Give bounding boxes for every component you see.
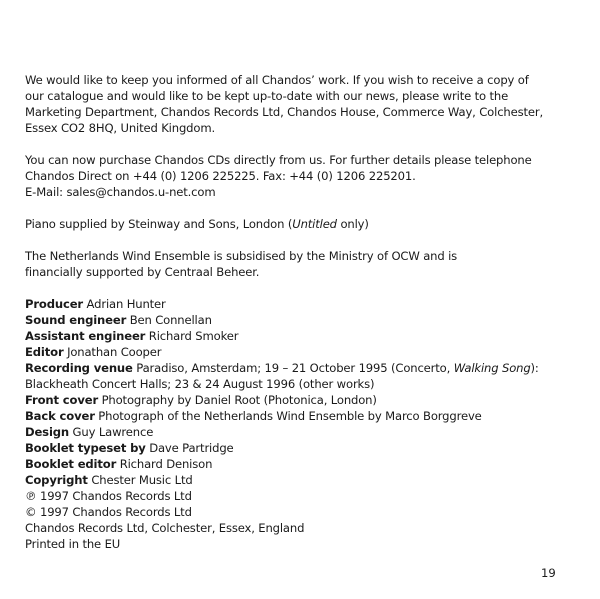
credit-recording-venue <box>25 360 585 376</box>
page-number: 19 <box>541 566 556 580</box>
credit-label: Recording venue <box>25 361 133 375</box>
text-line: Chandos Direct on +44 (0) 1206 225225. Fax: +44 (0) 1206 225201. <box>25 169 416 183</box>
credit-booklet-editor <box>25 456 585 472</box>
text-line: financially supported by Centraal Beheer. <box>25 265 260 279</box>
credit-copyright <box>25 472 585 488</box>
text-line: Marketing Department, Chandos Records Ltd, Chandos House, Commerce Way, Colchester, <box>25 105 544 119</box>
text-line: We would like to keep you informed of all Chandos’ work. If you wish to receive a copy of <box>25 73 529 87</box>
credit-front-cover <box>25 392 585 408</box>
text-line: our catalogue and would like to be kept up-to-date with our news, please write to the <box>25 89 509 103</box>
credit-value: Photograph of the Netherlands Wind Ensemble by Marco Borggreve <box>94 409 482 423</box>
credit-assistant-engineer <box>25 328 585 344</box>
credit-label: Back cover <box>25 409 95 423</box>
phonogram-notice: ℗ 1997 Chandos Records Ltd <box>25 489 192 503</box>
purchase-paragraph <box>25 152 585 200</box>
email-line: E-Mail: sales@chandos.u-net.com <box>25 185 216 199</box>
work-title: Walking Song <box>453 361 531 375</box>
credit-value-end: ): <box>530 361 539 375</box>
catalogue-paragraph <box>25 72 585 136</box>
credit-sound-engineer <box>25 312 585 328</box>
subsidy-paragraph <box>25 248 585 280</box>
credit-value: Paradiso, Amsterdam; 19 – 21 October 1995 (Concerto, <box>132 361 454 375</box>
credit-value: Photography by Daniel Root (Photonica, London) <box>98 393 377 407</box>
booklet-page <box>25 72 585 552</box>
piano-text-end: only) <box>336 217 369 231</box>
credit-booklet-typeset <box>25 440 585 456</box>
credit-label: Copyright <box>25 473 88 487</box>
credit-label: Booklet editor <box>25 457 117 471</box>
piano-text: Piano supplied by Steinway and Sons, London ( <box>25 217 293 231</box>
credit-value: Dave Partridge <box>145 441 234 455</box>
credit-value: Jonathan Cooper <box>63 345 162 359</box>
credit-label: Producer <box>25 297 83 311</box>
credit-value: Chester Music Ltd <box>87 473 193 487</box>
credit-value: Richard Smoker <box>145 329 239 343</box>
text-line: The Netherlands Wind Ensemble is subsidised by the Ministry of OCW and is <box>25 249 458 263</box>
piano-paragraph <box>25 216 585 232</box>
credit-label: Assistant engineer <box>25 329 146 343</box>
credit-editor <box>25 344 585 360</box>
credit-value: Ben Connellan <box>126 313 212 327</box>
credit-producer <box>25 296 585 312</box>
copyright-notice: © 1997 Chandos Records Ltd <box>25 505 192 519</box>
credit-label: Design <box>25 425 70 439</box>
text-line: Essex CO2 8HQ, United Kingdom. <box>25 121 215 135</box>
credit-value: Richard Denison <box>116 457 213 471</box>
printed-notice: Printed in the EU <box>25 537 121 551</box>
label-address: Chandos Records Ltd, Colchester, Essex, England <box>25 521 305 535</box>
credit-recording-venue-line2: Blackheath Concert Halls; 23 & 24 August 1996 (other works) <box>25 377 375 391</box>
credit-label: Booklet typeset by <box>25 441 146 455</box>
piano-title: Untitled <box>292 217 337 231</box>
credit-value: Adrian Hunter <box>83 297 166 311</box>
credit-label: Sound engineer <box>25 313 127 327</box>
credit-value: Guy Lawrence <box>69 425 154 439</box>
credit-design <box>25 424 585 440</box>
credits-list <box>25 296 585 552</box>
text-line <box>25 216 585 232</box>
credit-label: Editor <box>25 345 64 359</box>
text-line: You can now purchase Chandos CDs directly from us. For further details please telephone <box>25 153 532 167</box>
credit-back-cover <box>25 408 585 424</box>
credit-label: Front cover <box>25 393 99 407</box>
